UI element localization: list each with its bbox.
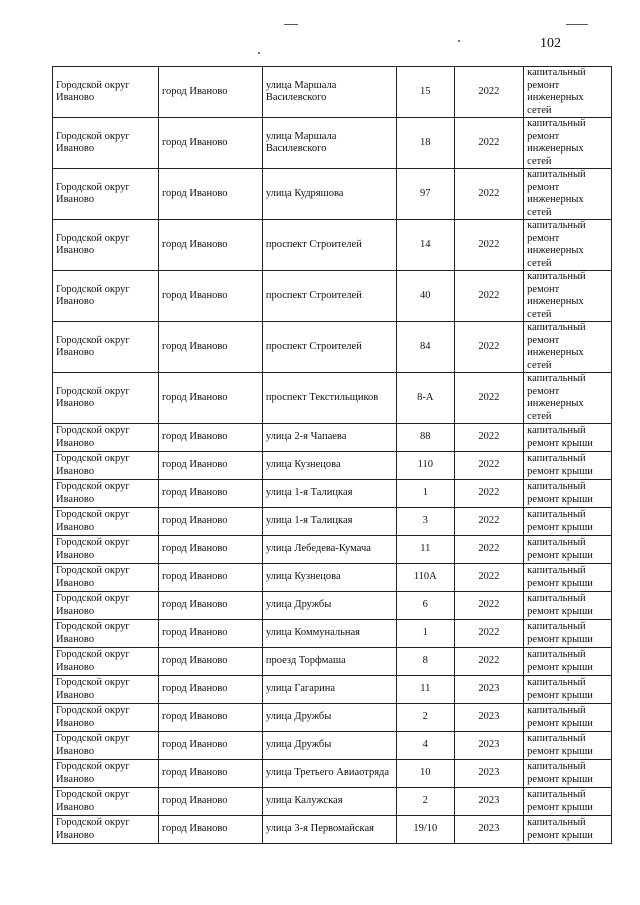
- cell-city: город Иваново: [158, 169, 262, 220]
- cell-year: 2023: [454, 816, 524, 844]
- cell-city: город Иваново: [158, 118, 262, 169]
- cell-okrug: Городской округ Иваново: [53, 373, 159, 424]
- cell-okrug: Городской округ Иваново: [53, 564, 159, 592]
- cell-city: город Иваново: [158, 760, 262, 788]
- cell-okrug: Городской округ Иваново: [53, 508, 159, 536]
- cell-okrug: Городской округ Иваново: [53, 67, 159, 118]
- cell-street: улица Кудряшова: [262, 169, 396, 220]
- cell-house-number: 8-А: [397, 373, 455, 424]
- cell-year: 2022: [454, 564, 524, 592]
- table-row: [53, 452, 612, 480]
- cell-city: город Иваново: [158, 536, 262, 564]
- cell-street: проспект Строителей: [262, 271, 396, 322]
- cell-house-number: 2: [397, 788, 455, 816]
- table-row: [53, 732, 612, 760]
- cell-work-type: капитальный ремонт инженерных сетей: [524, 322, 612, 373]
- cell-work-type: капитальный ремонт крыши: [524, 788, 612, 816]
- cell-city: город Иваново: [158, 424, 262, 452]
- cell-house-number: 110А: [397, 564, 455, 592]
- cell-city: город Иваново: [158, 480, 262, 508]
- cell-city: город Иваново: [158, 452, 262, 480]
- cell-street: улица 3-я Первомайская: [262, 816, 396, 844]
- cell-year: 2022: [454, 592, 524, 620]
- cell-street: улица Гагарина: [262, 676, 396, 704]
- cell-city: город Иваново: [158, 322, 262, 373]
- cell-year: 2022: [454, 118, 524, 169]
- cell-okrug: Городской округ Иваново: [53, 760, 159, 788]
- table-row: [53, 788, 612, 816]
- cell-street: улица Маршала Василевского: [262, 67, 396, 118]
- scan-mark: [566, 24, 588, 25]
- cell-house-number: 110: [397, 452, 455, 480]
- table-row: [53, 648, 612, 676]
- cell-work-type: капитальный ремонт крыши: [524, 508, 612, 536]
- table-row: [53, 424, 612, 452]
- cell-street: улица Кузнецова: [262, 564, 396, 592]
- cell-city: город Иваново: [158, 816, 262, 844]
- cell-okrug: Городской округ Иваново: [53, 424, 159, 452]
- cell-street: улица Калужская: [262, 788, 396, 816]
- cell-okrug: Городской округ Иваново: [53, 271, 159, 322]
- table-row: [53, 536, 612, 564]
- cell-year: 2023: [454, 788, 524, 816]
- cell-work-type: капитальный ремонт инженерных сетей: [524, 67, 612, 118]
- cell-house-number: 1: [397, 480, 455, 508]
- table-row: [53, 816, 612, 844]
- cell-work-type: капитальный ремонт крыши: [524, 480, 612, 508]
- table-row: [53, 508, 612, 536]
- cell-work-type: капитальный ремонт крыши: [524, 648, 612, 676]
- cell-work-type: капитальный ремонт инженерных сетей: [524, 220, 612, 271]
- cell-work-type: капитальный ремонт крыши: [524, 424, 612, 452]
- cell-year: 2022: [454, 508, 524, 536]
- table-row: [53, 676, 612, 704]
- cell-street: улица Кузнецова: [262, 452, 396, 480]
- cell-street: улица Дружбы: [262, 732, 396, 760]
- cell-house-number: 10: [397, 760, 455, 788]
- cell-house-number: 40: [397, 271, 455, 322]
- cell-work-type: капитальный ремонт крыши: [524, 676, 612, 704]
- cell-house-number: 14: [397, 220, 455, 271]
- cell-work-type: капитальный ремонт крыши: [524, 536, 612, 564]
- cell-okrug: Городской округ Иваново: [53, 220, 159, 271]
- cell-work-type: капитальный ремонт крыши: [524, 592, 612, 620]
- scan-dot: [458, 40, 460, 42]
- repair-registry-table: [52, 66, 612, 844]
- cell-work-type: капитальный ремонт инженерных сетей: [524, 118, 612, 169]
- cell-street: улица 1-я Талицкая: [262, 508, 396, 536]
- cell-year: 2022: [454, 452, 524, 480]
- table-row: [53, 169, 612, 220]
- cell-work-type: капитальный ремонт крыши: [524, 564, 612, 592]
- table-row: [53, 373, 612, 424]
- table-body: [53, 67, 612, 844]
- cell-city: город Иваново: [158, 67, 262, 118]
- cell-street: проспект Строителей: [262, 322, 396, 373]
- cell-city: город Иваново: [158, 704, 262, 732]
- cell-street: проспект Строителей: [262, 220, 396, 271]
- cell-okrug: Городской округ Иваново: [53, 592, 159, 620]
- table-row: [53, 118, 612, 169]
- cell-street: улица 2-я Чапаева: [262, 424, 396, 452]
- cell-city: город Иваново: [158, 788, 262, 816]
- cell-city: город Иваново: [158, 732, 262, 760]
- cell-okrug: Городской округ Иваново: [53, 648, 159, 676]
- cell-house-number: 6: [397, 592, 455, 620]
- cell-city: город Иваново: [158, 220, 262, 271]
- cell-house-number: 84: [397, 322, 455, 373]
- cell-year: 2023: [454, 676, 524, 704]
- cell-year: 2022: [454, 220, 524, 271]
- scan-dot: [258, 52, 260, 54]
- cell-house-number: 8: [397, 648, 455, 676]
- cell-okrug: Городской округ Иваново: [53, 732, 159, 760]
- cell-city: город Иваново: [158, 676, 262, 704]
- cell-work-type: капитальный ремонт крыши: [524, 704, 612, 732]
- cell-street: улица Дружбы: [262, 704, 396, 732]
- cell-house-number: 11: [397, 676, 455, 704]
- cell-work-type: капитальный ремонт инженерных сетей: [524, 169, 612, 220]
- cell-work-type: капитальный ремонт инженерных сетей: [524, 271, 612, 322]
- cell-street: улица Третьего Авиаотряда: [262, 760, 396, 788]
- cell-year: 2022: [454, 67, 524, 118]
- cell-year: 2022: [454, 480, 524, 508]
- cell-street: проезд Торфмаша: [262, 648, 396, 676]
- cell-year: 2022: [454, 322, 524, 373]
- cell-street: улица Маршала Василевского: [262, 118, 396, 169]
- cell-year: 2022: [454, 271, 524, 322]
- cell-house-number: 97: [397, 169, 455, 220]
- table-row: [53, 271, 612, 322]
- scan-mark: [284, 24, 298, 25]
- cell-street: проспект Текстильщиков: [262, 373, 396, 424]
- cell-okrug: Городской округ Иваново: [53, 788, 159, 816]
- cell-street: улица Дружбы: [262, 592, 396, 620]
- cell-city: город Иваново: [158, 508, 262, 536]
- cell-street: улица Коммунальная: [262, 620, 396, 648]
- table-row: [53, 592, 612, 620]
- cell-okrug: Городской округ Иваново: [53, 816, 159, 844]
- cell-house-number: 2: [397, 704, 455, 732]
- cell-city: город Иваново: [158, 373, 262, 424]
- cell-work-type: капитальный ремонт инженерных сетей: [524, 373, 612, 424]
- cell-house-number: 4: [397, 732, 455, 760]
- cell-city: город Иваново: [158, 648, 262, 676]
- cell-year: 2022: [454, 536, 524, 564]
- cell-year: 2023: [454, 760, 524, 788]
- table-row: [53, 704, 612, 732]
- cell-city: город Иваново: [158, 592, 262, 620]
- cell-house-number: 88: [397, 424, 455, 452]
- cell-year: 2022: [454, 424, 524, 452]
- cell-year: 2022: [454, 169, 524, 220]
- cell-house-number: 18: [397, 118, 455, 169]
- cell-house-number: 1: [397, 620, 455, 648]
- table-row: [53, 480, 612, 508]
- cell-house-number: 11: [397, 536, 455, 564]
- cell-city: город Иваново: [158, 564, 262, 592]
- table-row: [53, 760, 612, 788]
- cell-house-number: 19/10: [397, 816, 455, 844]
- cell-year: 2022: [454, 648, 524, 676]
- cell-house-number: 15: [397, 67, 455, 118]
- cell-city: город Иваново: [158, 271, 262, 322]
- cell-street: улица 1-я Талицкая: [262, 480, 396, 508]
- cell-work-type: капитальный ремонт крыши: [524, 620, 612, 648]
- table-row: [53, 67, 612, 118]
- cell-work-type: капитальный ремонт крыши: [524, 816, 612, 844]
- cell-house-number: 3: [397, 508, 455, 536]
- table-row: [53, 620, 612, 648]
- table-row: [53, 564, 612, 592]
- cell-okrug: Городской округ Иваново: [53, 452, 159, 480]
- cell-okrug: Городской округ Иваново: [53, 480, 159, 508]
- table-row: [53, 322, 612, 373]
- table-row: [53, 220, 612, 271]
- cell-okrug: Городской округ Иваново: [53, 118, 159, 169]
- page-number: 102: [540, 36, 561, 51]
- cell-okrug: Городской округ Иваново: [53, 169, 159, 220]
- cell-work-type: капитальный ремонт крыши: [524, 760, 612, 788]
- cell-year: 2022: [454, 620, 524, 648]
- cell-year: 2022: [454, 373, 524, 424]
- cell-okrug: Городской округ Иваново: [53, 676, 159, 704]
- cell-okrug: Городской округ Иваново: [53, 620, 159, 648]
- cell-year: 2023: [454, 704, 524, 732]
- cell-city: город Иваново: [158, 620, 262, 648]
- cell-work-type: капитальный ремонт крыши: [524, 732, 612, 760]
- cell-okrug: Городской округ Иваново: [53, 704, 159, 732]
- cell-okrug: Городской округ Иваново: [53, 322, 159, 373]
- cell-work-type: капитальный ремонт крыши: [524, 452, 612, 480]
- cell-year: 2023: [454, 732, 524, 760]
- cell-okrug: Городской округ Иваново: [53, 536, 159, 564]
- cell-street: улица Лебедева-Кумача: [262, 536, 396, 564]
